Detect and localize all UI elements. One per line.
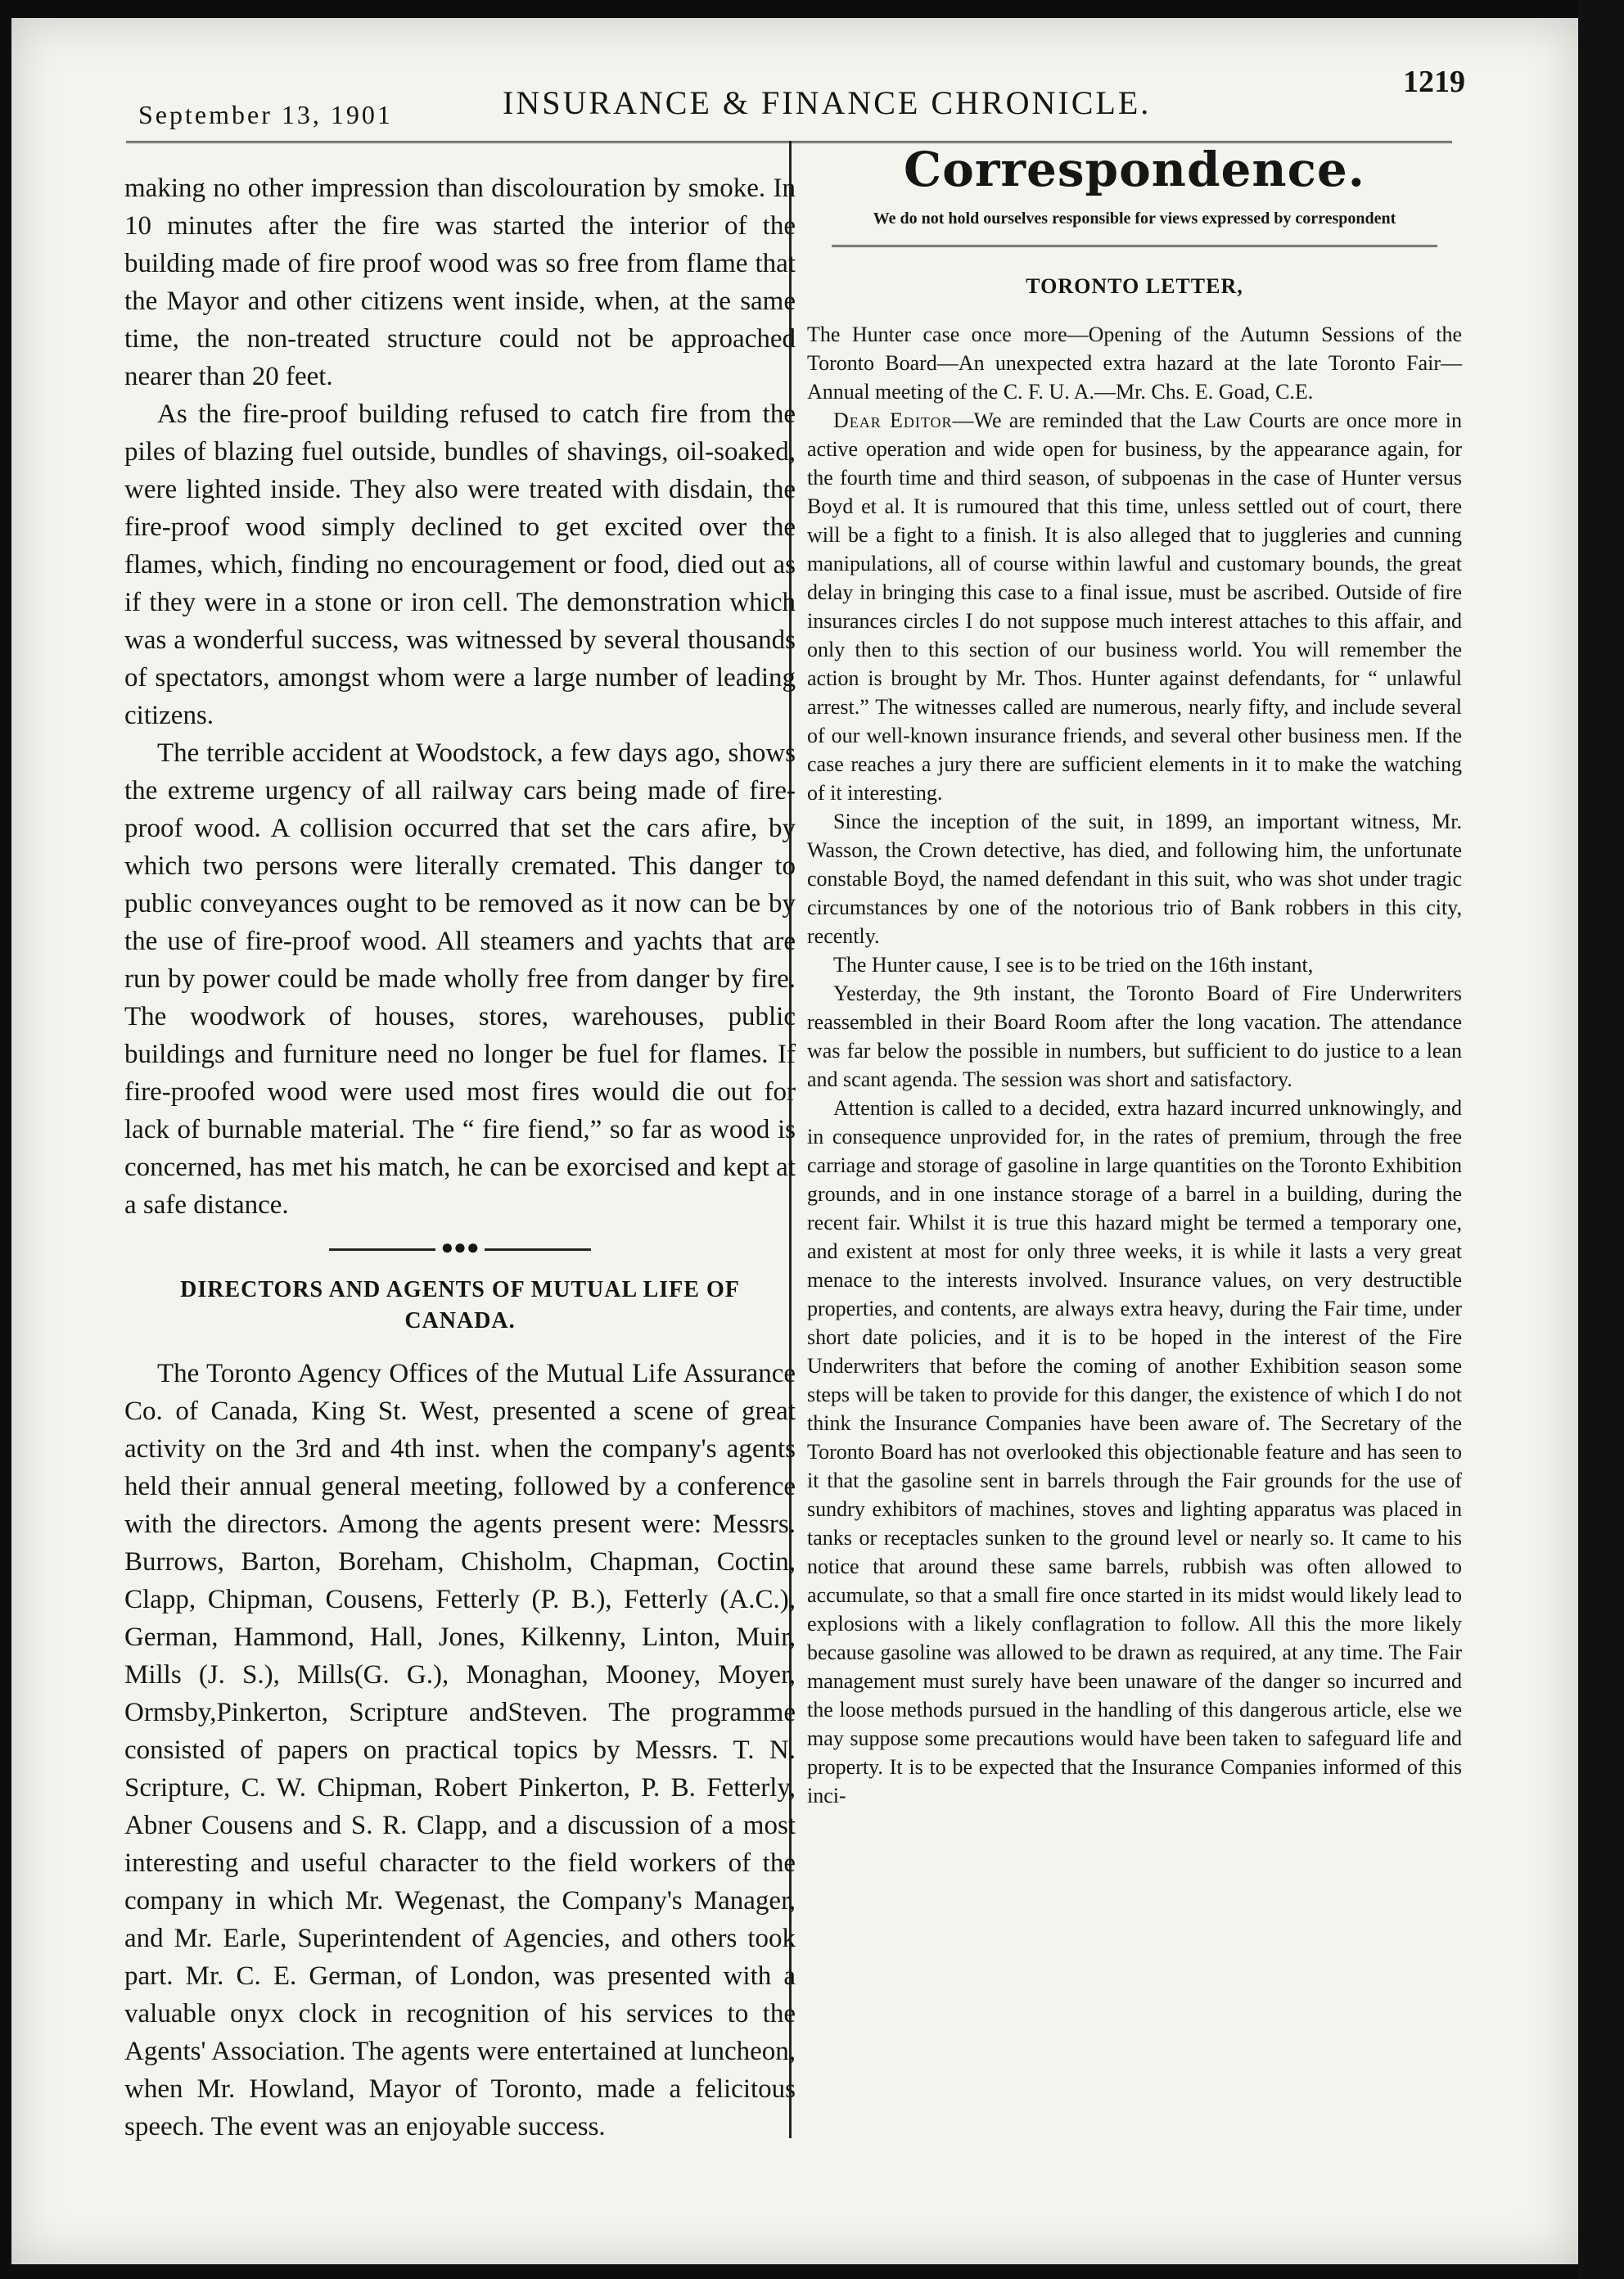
section-heading: DIRECTORS AND AGENTS OF MUTUAL LIFE OF CANADA. — [180, 1277, 740, 1334]
correspondence-title: Correspondence. — [904, 142, 1365, 197]
editorial-disclaimer: We do not hold ourselves responsible for views expressed by correspondent — [873, 210, 1396, 228]
salutation: Dear Editor — [833, 408, 953, 432]
letter-paragraph-text: —We are reminded that the Law Courts are once more in active operation and wide open for business, by the appearance again, for the fourth time and third season, of subpoenas in the case of Hunter versus Boyd et al. It is rumoured that this time, unless settled out of court, there will be a fight to a finish. It is also alleged that to juggleries and cunning manipulations, all of course within lawful and customary bounds, the great delay in bringing this case to a final issue, must be ascribed. Outside of fire insurances circles I do not suppose much interest attaches to this affair, and only then to this section of our business world. You will remember the action is brought by Mr. Thos. Hunter against defendants, for “ unlawful arrest.” The witnesses called are numerous, nearly fifty, and include several of our well-known insurance friends, and several other business men. If the case reaches a jury there are sufficient elements in it to make the watching of it interesting. — [807, 408, 1462, 805]
correspondence-rule — [832, 245, 1437, 247]
scan-border — [1578, 0, 1624, 2279]
right-column — [807, 141, 1462, 1810]
letter-paragraph: The Hunter cause, I see is to be tried on the 16th instant, — [833, 953, 1314, 977]
article-paragraph: As the fire-proof building refused to catch fire from the piles of blazing fuel outside, bundles of shavings, oil-soaked, were lighted inside. They also were treated with disdain, the fire-proof wood simply declined to get excited over the flames, which, finding no encouragement or food, died out as if they were in a stone or iron cell. The demonstration which was a wonderful success, was witnessed by several thousands of spectators, amongst whom were a large number of leading citizens. — [124, 399, 796, 730]
page-number: 1219 — [1403, 65, 1465, 99]
letter-heading: TORONTO LETTER, — [1026, 274, 1243, 298]
article-paragraph: The terrible accident at Woodstock, a few days ago, shows the extreme urgency of all railway cars being made of fire-proof wood. A collision occurred that set the cars afire, by which two persons were literally cremated. This danger to public conveyances ought to be removed as it now can be by the use of fire-proof wood. All steamers and yachts that are run by power could be made wholly free from danger by fire. The woodwork of houses, stores, warehouses, public buildings and furniture need no longer be fuel for flames. If fire-proofed wood were used most fires would die out for lack of burnable material. The “ fire fiend,” so far as wood is concerned, has met his match, he can be exorcised and kept at a safe distance. — [124, 738, 796, 1220]
letter-paragraph: Yesterday, the 9th instant, the Toronto Board of Fire Underwriters reassembled in their Board Room after the long vacation. The attendance was far below the possible in numbers, but sufficient to do justice to a lean and scant agenda. The session was short and satisfactory. — [807, 982, 1462, 1091]
newspaper-page — [11, 18, 1578, 2264]
letter-paragraph — [807, 406, 1462, 807]
letter-paragraph: Since the inception of the suit, in 1899, an important witness, Mr. Wasson, the Crown detective, has died, and following him, the unfortunate constable Boyd, the named defendant in this suit, who was shot under tragic circumstances by one of the notorious trio of Bank robbers in this city, recently. — [807, 810, 1462, 948]
issue-date: September 13, 1901 — [138, 100, 393, 129]
article-paragraph: The Toronto Agency Offices of the Mutual Life Assurance Co. of Canada, King St. West, presented a scene of great activity on the 3rd and 4th inst. when the company's agents held their annual general meeting, followed by a conference with the directors. Among the agents present were: Messrs. Burrows, Barton, Boreham, Chisholm, Chapman, Coctin, Clapp, Chipman, Cousens, Fetterly (P. B.), Fetterly (A.C.), German, Hammond, Hall, Jones, Kilkenny, Linton, Muir, Mills (J. S.), Mills(G. G.), Monaghan, Mooney, Moyer, Ormsby,Pinkerton, Scripture andSteven. The programme consisted of papers on practical topics by Messrs. T. N. Scripture, C. W. Chipman, Robert Pinkerton, P. B. Fetterly, Abner Cousens and S. R. Clapp, and a discussion of a most interesting and useful character to the field workers of the company in which Mr. Wegenast, the Company's Manager, and Mr. Earle, Superintendent of Agencies, and others took part. Mr. C. E. German, of London, was presented with a valuable onyx clock in recognition of his services to the Agents' Association. The agents were entertained at luncheon, when Mr. Howland, Mayor of Toronto, made a felicitous speech. The event was an enjoyable success. — [124, 1359, 796, 2141]
letter-summary: The Hunter case once more—Opening of the Autumn Sessions of the Toronto Board—An unexpected extra hazard at the late Toronto Fair—Annual meeting of the C. F. U. A.—Mr. Chs. E. Goad, C.E. — [807, 323, 1462, 404]
left-column — [124, 169, 796, 2146]
letter-paragraph: Attention is called to a decided, extra hazard incurred unknowingly, and in consequence unprovided for, in the rates of premium, through the free carriage and storage of gasoline in large quantities on the Toronto Exhibition grounds, and in one instance storage of a barrel in a building, during the recent fair. Whilst it is true this hazard might be termed a temporary one, and existent at most for only three weeks, it is while it lasts a very great menace to the interests involved. Insurance values, on very destructible properties, and contents, are always extra heavy, during the Fair time, under short date policies, and it is to be hoped in the interest of the Fire Underwriters that before the coming of another Exhibition season some steps will be taken to provide for this danger, the existence of which I do not think the Insurance Companies have been aware of. The Secretary of the Toronto Board has not overlooked this objectionable feature and has seen to it that the gasoline sent in barrels through the Fair grounds for the use of sundry exhibitors of machines, stoves and lighting apparatus was placed in tanks or receptacles sunken to the ground level or nearly so. It came to his notice that around these same barrels, rubbish was often allowed to accumulate, so that a small fire once started in its midst would likely lead to explosions with a likely conflagration to follow. All this the more likely because gasoline was allowed to be drawn as required, at any time. The Fair management must surely have been unaware of the danger so incurred and the loose methods pursued in the handling of this dangerous article, else we may suppose some precautions would have been taken to safeguard life and property. It is to be expected that the Insurance Companies informed of this inci- — [807, 1096, 1462, 1807]
publication-title: INSURANCE & FINANCE CHRONICLE. — [503, 84, 1152, 121]
article-paragraph: making no other impression than discolouration by smoke. In 10 minutes after the fire was started the interior of the building made of fire proof wood was so free from flame that the Mayor and other citizens went inside, when, at the same time, the non-treated structure could not be approached nearer than 20 feet. — [124, 174, 796, 391]
section-ornament: ●●● — [124, 1235, 796, 1260]
